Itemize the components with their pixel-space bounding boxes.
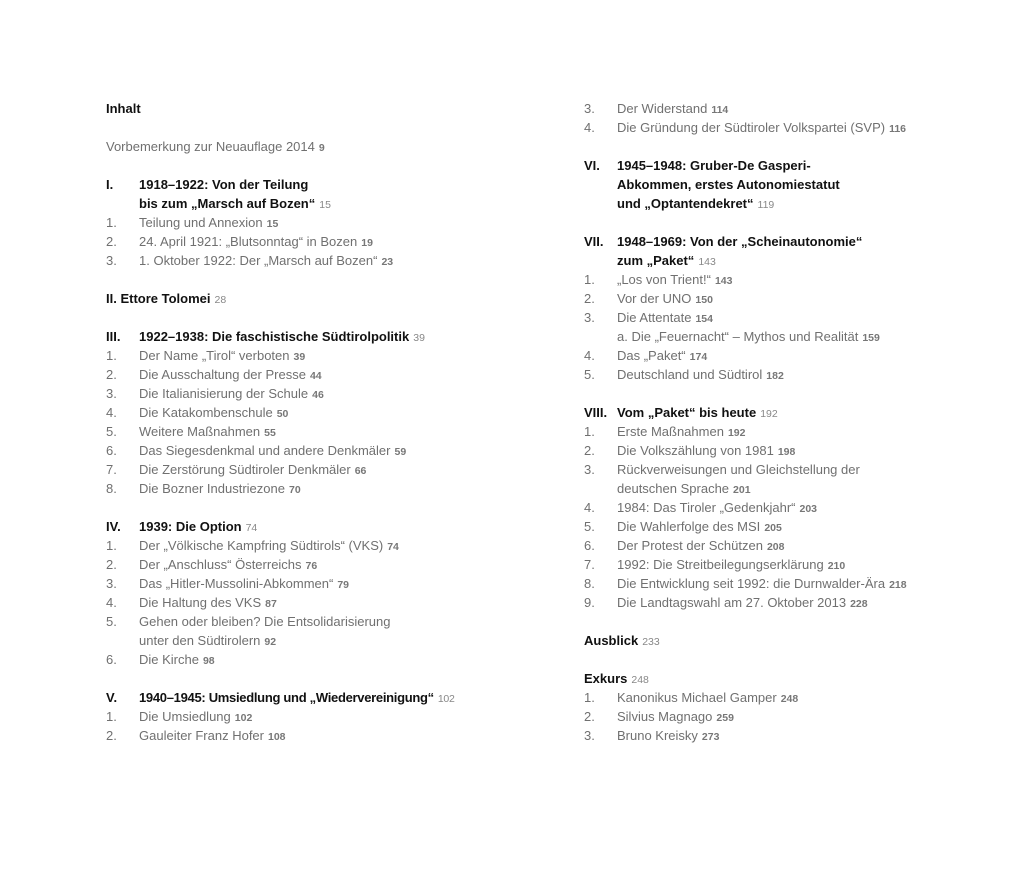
toc-entry: 3. Das „Hitler-Mussolini-Abkommen“ 79 [106,576,350,591]
chapter-heading-3: III. 1922–1938: Die faschistische Südtirolpolitik 39 [106,329,425,344]
page-number: 182 [766,370,784,382]
page-number: 39 [293,351,306,363]
page-number: 44 [309,370,322,382]
chapter-heading-5: V. 1940–1945: Umsiedlung und „Wiedervereinigung“ 102 [106,690,455,705]
page-number: 259 [716,712,734,724]
toc-entry: 5. Die Wahlerfolge des MSI 205 [584,519,782,534]
page-number: 102 [437,693,455,705]
toc-entry-cont: deutschen Sprache 201 [617,481,751,496]
page-number: 119 [757,199,775,211]
page-number: 15 [266,218,279,230]
page-number: 74 [387,541,399,553]
page-number: 154 [695,313,713,325]
toc-entry: 1. Der Name „Tirol“ verboten 39 [106,348,306,363]
toc-entry: 4. Die Haltung des VKS 87 [106,595,277,610]
chapter-heading-7: VII. 1948–1969: Von der „Scheinautonomie“ [584,234,863,249]
toc-entry: 3. 1. Oktober 1922: Der „Marsch auf Bozen“ 23 [106,253,394,268]
toc-entry-preface: Vorbemerkung zur Neuauflage 2014 9 [106,139,325,154]
page-number: 59 [394,446,407,458]
chapter-heading-6: VI. 1945–1948: Gruber-De Gasperi- [584,158,811,173]
chapter-heading-2: II. Ettore Tolomei 28 [106,291,227,306]
page-number: 98 [202,655,215,667]
page-number: 50 [276,408,289,420]
page-number: 23 [381,256,394,268]
page-number: 205 [764,522,782,534]
toc-entry: 2. Der „Anschluss“ Österreichs 76 [106,557,318,572]
toc-entry: 2. Silvius Magnago 259 [584,709,734,724]
toc-subentry: a. Die „Feuernacht“ – Mythos und Realität 159 [617,329,880,344]
page-number: 87 [265,598,277,610]
page-number: 248 [631,674,649,686]
toc-entry: 6. Die Kirche 98 [106,652,215,667]
toc-entry: 1. Der „Völkische Kampfring Südtirols“ (VKS) 74 [106,538,399,553]
page-number: 228 [850,598,868,610]
toc-title: Inhalt [106,101,141,116]
page-number: 192 [727,427,746,439]
toc-entry: 5. Weitere Maßnahmen 55 [106,424,276,439]
page-number: 198 [777,446,796,458]
page-number: 143 [714,275,733,287]
toc-entry: 1. Teilung und Annexion 15 [106,215,279,230]
toc-entry-cont: unter den Südtirolern 92 [139,633,277,648]
toc-entry: 6. Das Siegesdenkmal und andere Denkmäler 59 [106,443,407,458]
page-number: 19 [361,237,373,249]
toc-entry: 4. Die Katakombenschule 50 [106,405,289,420]
page-number: 46 [312,389,324,401]
toc-entry: 5. Deutschland und Südtirol 182 [584,367,784,382]
toc-entry: 6. Der Protest der Schützen 208 [584,538,785,553]
page-number: 9 [318,142,325,154]
page-number: 159 [862,332,880,344]
toc-entry: 2. Vor der UNO 150 [584,291,713,306]
toc-entry: 4. 1984: Das Tiroler „Gedenkjahr“ 203 [584,500,818,515]
chapter-heading-6-cont: Abkommen, erstes Autonomiestatut [617,177,840,192]
toc-entry: 3. Die Italianisierung der Schule 46 [106,386,324,401]
toc-entry: 7. Die Zerstörung Südtiroler Denkmäler 66 [106,462,367,477]
chapter-heading-7-cont: zum „Paket“ 143 [617,253,716,268]
chapter-heading-6-cont: und „Optantendekret“ 119 [617,196,775,211]
toc-entry: 3. Der Widerstand 114 [584,101,729,116]
toc-entry: 4. Die Gründung der Südtiroler Volkspartei (SVP) 116 [584,120,907,135]
page-number: 74 [245,522,258,534]
page-number: 79 [337,579,350,591]
page-number: 76 [305,560,318,572]
page-number: 102 [234,712,253,724]
chapter-heading-1: I. 1918–1922: Von der Teilung [106,177,309,192]
toc-entry: 1. Erste Maßnahmen 192 [584,424,746,439]
page-number: 218 [889,579,907,591]
page-number: 15 [319,199,331,211]
page-number: 143 [698,256,716,268]
page-number: 203 [799,503,818,515]
toc-right-column [584,99,1004,745]
toc-entry: 8. Die Bozner Industriezone 70 [106,481,301,496]
toc-entry: 2. 24. April 1921: „Blutsonntag“ in Bozen 19 [106,234,373,249]
section-heading-ausblick: Ausblick 233 [584,633,660,648]
toc-entry: 2. Die Volkszählung von 1981 198 [584,443,796,458]
page-number: 108 [268,731,286,743]
page-number: 201 [733,484,751,496]
toc-entry: 3. Bruno Kreisky 273 [584,728,720,743]
toc-entry: 5. Gehen oder bleiben? Die Entsolidarisierung [106,614,391,629]
chapter-heading-4: IV. 1939: Die Option 74 [106,519,258,534]
toc-entry: 7. 1992: Die Streitbeilegungserklärung 210 [584,557,846,572]
chapter-heading-1-cont: bis zum „Marsch auf Bozen“ 15 [139,196,331,211]
toc-entry: 1. Kanonikus Michael Gamper 248 [584,690,799,705]
page-number: 273 [701,731,720,743]
page-number: 116 [889,123,907,135]
page-number: 92 [264,636,277,648]
toc-entry: 9. Die Landtagswahl am 27. Oktober 2013 228 [584,595,868,610]
toc-entry: 3. Die Attentate 154 [584,310,713,325]
page-number: 174 [689,351,708,363]
toc-entry: 1. Die Umsiedlung 102 [106,709,253,724]
page-number: 248 [780,693,799,705]
page-number: 114 [711,104,729,116]
page-number: 233 [642,636,660,648]
toc-left-column [106,99,546,745]
chapter-heading-8: VIII. Vom „Paket“ bis heute 192 [584,405,778,420]
toc-entry: 1. „Los von Trient!“ 143 [584,272,733,287]
page-number: 208 [766,541,785,553]
page-number: 39 [413,332,425,344]
section-heading-exkurs: Exkurs 248 [584,671,649,686]
toc-entry: 4. Das „Paket“ 174 [584,348,708,363]
page-number: 210 [827,560,846,572]
page-number: 70 [288,484,301,496]
page-number: 55 [264,427,276,439]
page-number: 28 [214,294,227,306]
page-number: 150 [695,294,713,306]
page-number: 66 [354,465,367,477]
toc-entry: 2. Die Ausschaltung der Presse 44 [106,367,322,382]
toc-entry: 2. Gauleiter Franz Hofer 108 [106,728,286,743]
toc-entry: 8. Die Entwicklung seit 1992: die Durnwalder-Ära 218 [584,576,907,591]
toc-entry: 3. Rückverweisungen und Gleichstellung der [584,462,860,477]
page-number: 192 [760,408,778,420]
